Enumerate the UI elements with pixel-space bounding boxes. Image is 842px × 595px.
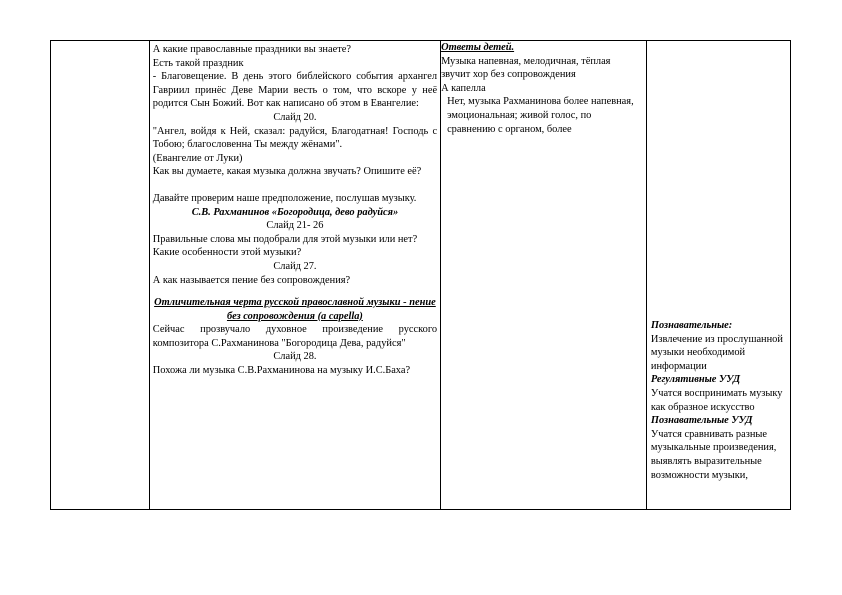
holiday-intro: Есть такой праздник [152,57,244,69]
table-row [51,41,791,510]
cognitive-heading: Познавательные: [650,320,733,331]
question-words: Правильные слова мы подобрали для этой музыки или нет? [152,233,418,245]
question-compare-bach: Похожа ли музыка С.В.Рахманинова на музыку И.С.Баха? [152,365,411,377]
slide-27-label: Слайд 27. [273,260,317,272]
question-holidays: А какие православные праздники вы знаете? [152,44,351,55]
piece-title: С.В. Рахманинов «Богородица, дево радуйся» [191,206,399,218]
answer-acapella: А капелла [441,82,486,94]
played-piece-text: Сейчас прозвучало духовное произведение русского композитора С.Рахманинова "Богородица Дева, радуйся" [152,324,438,349]
quote-source: (Евангелие от Луки) [152,152,243,164]
children-answers: Ответы детей. [441,42,515,53]
cognitive-uud-text: Учатся сравнивать разные музыкальные произведения, выявлять выразительные возможности музыки, [650,428,777,481]
stage-column-cell [51,41,150,510]
question-features: Какие особенности этой музыки? [152,247,302,259]
check-assumption: Давайте проверим наше предположение, послушав музыку. [152,192,417,204]
teacher-activity-cell [149,41,440,510]
question-acapella-name: А как называется пение без сопровождения? [152,274,351,286]
question-music: Как вы думаете, какая музыка должна звучать? Опишите её? [152,166,422,178]
slide-20-label: Слайд 20. [273,111,317,123]
cognitive-text: Извлечение из прослушанной музыки необходимой информации [650,333,783,372]
cognitive-uud-heading: Познавательные УУД [650,415,753,427]
uud-cell [646,41,790,510]
annunciation-text: - Благовещение. В день этого библейского события архангел Гавриил принёс Деве Марии весть о том, что вскоре у неё родится Сын Божий. Вот как написано об этом в Евангелие: [152,71,438,110]
slide-28-label: Слайд 28. [273,351,317,363]
regulatory-heading: Регулятивные УУД [650,374,741,386]
answer-music-description: Музыка напевная, мелодичная, тёплая [441,55,611,67]
slide-21-26-label: Слайд 21- 26 [266,220,324,232]
orthodox-feature-title: Отличительная черта русской православной музыки - пение без сопровождения (a capella) [154,297,436,322]
regulatory-text: Учатся воспринимать музыку как образное искусство [650,387,783,413]
gospel-quote: "Ангел, войдя к Ней, сказал: радуйся, Благодатная! Господь с Тобою; благословенна Ты между жёнами". [152,125,438,151]
student-activity-cell [441,41,647,510]
answer-compare: Нет, музыка Рахманинова более напевная, эмоциональная; живой голос, по сравнению с органом, более [447,96,634,135]
lesson-plan-table [50,40,791,510]
answer-choir: звучит хор без сопровождения [441,69,576,81]
